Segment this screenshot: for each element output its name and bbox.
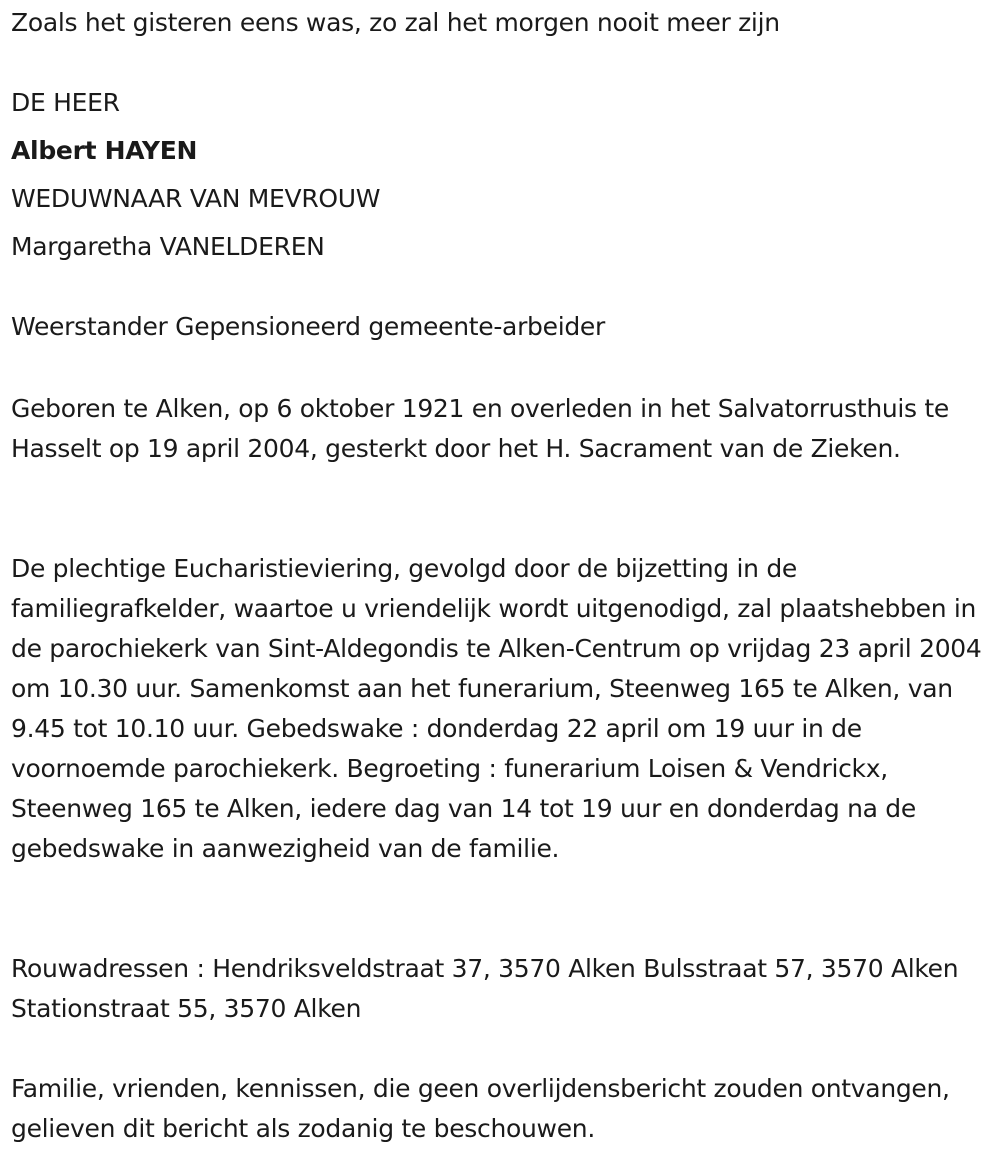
addresses-paragraph: Rouwadressen : Hendriksveldstraat 37, 3570 Alken Bulsstraat 57, 3570 Alken Stationstraat 55, 3570 Alken <box>11 954 959 1023</box>
closing-paragraph: Familie, vrienden, kennissen, die geen overlijdensbericht zouden ontvangen, gelieven dit bericht als zodanig te beschouwen. <box>11 1074 950 1143</box>
birth-death-paragraph: Geboren te Alken, op 6 oktober 1921 en overleden in het Salvatorrusthuis te Hasselt op 19 april 2004, gesterkt door het H. Sacrament van de Zieken. <box>11 394 950 463</box>
deceased-name: Albert HAYEN <box>11 136 198 165</box>
occupation: Weerstander Gepensioneerd gemeente-arbeider <box>11 312 605 341</box>
title: DE HEER <box>11 88 120 117</box>
relation-label: WEDUWNAAR VAN MEVROUW <box>11 184 381 213</box>
ceremony-paragraph: De plechtige Eucharistieviering, gevolgd door de bijzetting in de familiegrafkelder, waartoe u vriendelijk wordt uitgenodigd, zal plaatshebben in de parochiekerk van Sint-Aldegondis te Alken-Centrum op vrijdag 23 april 2004 om 10.30 uur. Samenkomst aan het funerarium, Steenweg 165 te Alken, van 9.45 tot 10.10 uur. Gebedswake : donderdag 22 april om 19 uur in de voornoemde parochiekerk. Begroeting : funerarium Loisen & Vendrickx, Steenweg 165 te Alken, iedere dag van 14 tot 19 uur en donderdag na de gebedswake in aanwezigheid van de familie. <box>11 554 982 863</box>
spouse-name: Margaretha VANELDEREN <box>11 232 325 261</box>
motto: Zoals het gisteren eens was, zo zal het morgen nooit meer zijn <box>11 8 780 37</box>
